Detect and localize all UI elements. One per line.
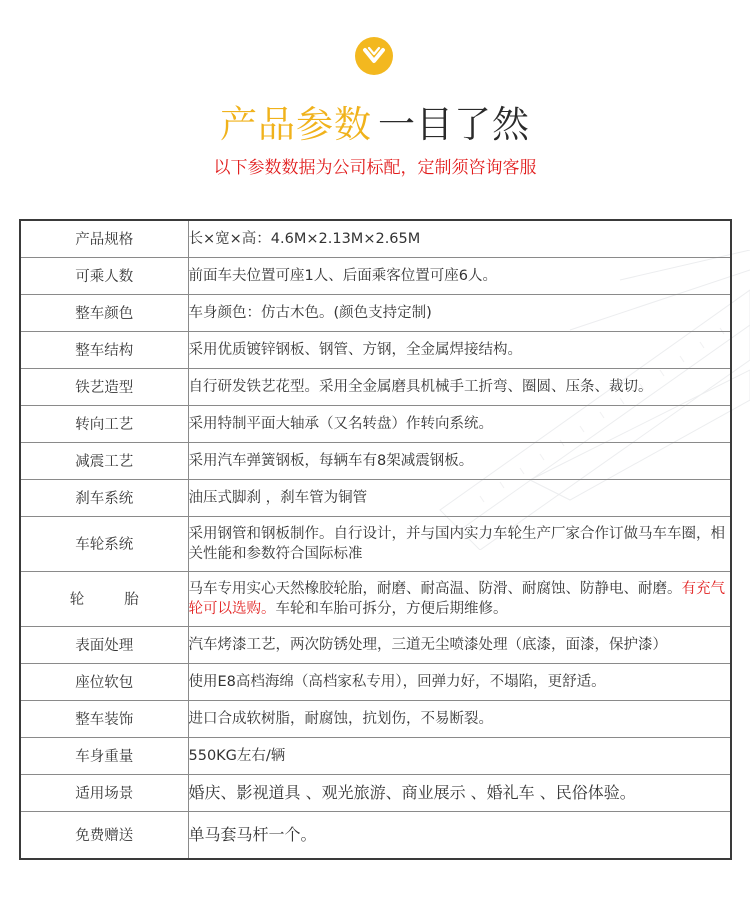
row-label-text: 轮胎: [69, 592, 179, 608]
row-label: 整车装饰: [20, 700, 188, 737]
row-value: 车身颜色：仿古木色。(颜色支持定制): [188, 294, 731, 331]
table-row: [20, 811, 731, 859]
table-row: [20, 368, 731, 405]
row-label: 可乘人数: [20, 257, 188, 294]
row-label: 减震工艺: [20, 442, 188, 479]
table-row: [20, 331, 731, 368]
row-value-highlight: 有充气轮可以选购。: [188, 580, 725, 617]
row-value: 单马套马杆一个。: [188, 811, 731, 859]
row-value: 进口合成软树脂，耐腐蚀，抗划伤，不易断裂。: [188, 700, 731, 737]
row-value: 油压式脚刹 ，刹车管为铜管: [188, 479, 731, 516]
row-value: 550KG左右/辆: [188, 737, 731, 774]
row-label: 刹车系统: [20, 479, 188, 516]
table-row: [20, 294, 731, 331]
row-value: 婚庆、影视道具 、观光旅游、商业展示 、婚礼车 、民俗体验。: [188, 774, 731, 811]
table-row: [20, 442, 731, 479]
row-label: 免费赠送: [20, 811, 188, 859]
row-label: 铁艺造型: [20, 368, 188, 405]
chevron-down-icon: [355, 37, 393, 75]
row-label: 整车颜色: [20, 294, 188, 331]
table-row: [20, 663, 731, 700]
spec-table: [19, 219, 732, 860]
table-row: [20, 700, 731, 737]
table-row: [20, 626, 731, 663]
table-row: [20, 479, 731, 516]
row-value: 采用汽车弹簧钢板，每辆车有8架减震钢板。: [188, 442, 731, 479]
row-label: 适用场景: [20, 774, 188, 811]
row-label: 表面处理: [20, 626, 188, 663]
row-value-part: 马车专用实心天然橡胶轮胎，耐磨、耐高温、防滑、耐腐蚀、防静电、耐磨。: [188, 580, 682, 597]
table-row: [20, 516, 731, 571]
page-subtitle: 以下参数数据为公司标配，定制须咨询客服: [213, 158, 537, 178]
row-value: [188, 571, 731, 626]
row-label: 车身重量: [20, 737, 188, 774]
table-row: [20, 571, 731, 626]
row-value: 采用优质镀锌钢板、钢管、方钢，全金属焊接结构。: [188, 331, 731, 368]
row-value: 长×宽×高：4.6M×2.13M×2.65M: [188, 220, 731, 257]
title-rest: 一目了然: [378, 103, 530, 146]
row-label: 整车结构: [20, 331, 188, 368]
row-value-part: 车轮和车胎可拆分，方便后期维修。: [275, 600, 508, 617]
row-value: 自行研发铁艺花型。采用全金属磨具机械手工折弯、圈圆、压条、裁切。: [188, 368, 731, 405]
badge: [355, 37, 393, 75]
row-value: 前面车夫位置可座1人、后面乘客位置可座6人。: [188, 257, 731, 294]
page-title: [0, 102, 750, 148]
row-label: 座位软包: [20, 663, 188, 700]
row-value: 采用钢管和钢板制作。自行设计，并与国内实力车轮生产厂家合作订做马车车圈，相关性能和参数符合国际标准: [188, 516, 731, 571]
row-label: 车轮系统: [20, 516, 188, 571]
row-label: 转向工艺: [20, 405, 188, 442]
row-label: [20, 571, 188, 626]
table-row: [20, 774, 731, 811]
table-row: [20, 737, 731, 774]
row-value: 使用E8高档海绵（高档家私专用），回弹力好，不塌陷，更舒适。: [188, 663, 731, 700]
table-row: [20, 405, 731, 442]
title-highlight: 产品参数: [220, 103, 372, 146]
row-value: 汽车烤漆工艺，两次防锈处理，三道无尘喷漆处理（底漆，面漆，保护漆）: [188, 626, 731, 663]
row-value: 采用特制平面大轴承（又名转盘）作转向系统。: [188, 405, 731, 442]
table-row: [20, 220, 731, 257]
table-row: [20, 257, 731, 294]
row-label: 产品规格: [20, 220, 188, 257]
